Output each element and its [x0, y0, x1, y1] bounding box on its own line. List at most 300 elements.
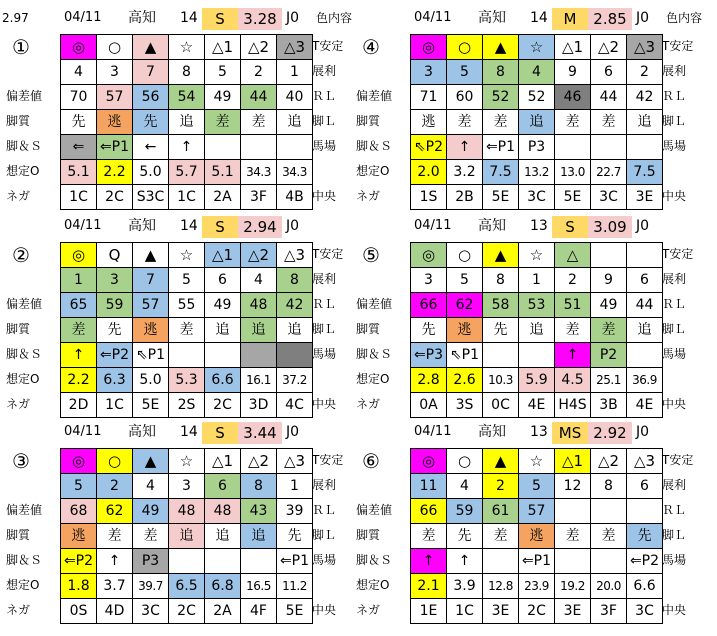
grid-row [61, 185, 313, 210]
grid-cell: △2 [241, 35, 277, 60]
row-label: 中央 [312, 397, 337, 411]
left-label: 脚質 [6, 528, 31, 542]
grid-cell: 5.7 [169, 160, 205, 185]
grid-cell: 差 [133, 524, 169, 549]
grid-cell: 5.0 [133, 368, 169, 393]
grid-cell: 3.2 [447, 160, 483, 185]
grid-cell: 差 [483, 110, 519, 135]
grid-cell: 差 [241, 110, 277, 135]
grid-cell: 2 [241, 60, 277, 85]
row-label: 馬場 [312, 553, 337, 567]
grid-cell: 差 [483, 524, 519, 549]
grid-cell: 44 [627, 293, 663, 318]
grid-cell: 4.5 [555, 368, 591, 393]
grid-cell: 6 [205, 268, 241, 293]
grid-cell: ○ [447, 35, 483, 60]
left-label: ネガ [6, 397, 31, 411]
left-label: 偏差値 [356, 89, 393, 103]
grid-cell: 5 [447, 60, 483, 85]
grid-cell: 48 [205, 499, 241, 524]
row-label: ＲＬ [662, 89, 687, 103]
grid-cell: 4 [519, 60, 555, 85]
row-label: T安定 [662, 247, 694, 261]
grid-cell: 20.0 [591, 574, 627, 599]
grid-row [411, 549, 663, 574]
left-label: 脚＆Ｓ [6, 139, 43, 153]
left-label: 偏差値 [6, 297, 43, 311]
grid-cell: 68 [61, 499, 97, 524]
grid-cell: ⇖P1 [447, 343, 483, 368]
grid-cell: 57 [97, 85, 133, 110]
row-label: 脚Ｌ [312, 114, 337, 128]
grid-cell: 差 [169, 318, 205, 343]
grid-cell [591, 549, 627, 574]
left-label: 脚＆Ｓ [356, 553, 393, 567]
grid-cell: 8 [591, 474, 627, 499]
grid-cell: 4 [61, 60, 97, 85]
grid-cell: 66 [411, 293, 447, 318]
grid-cell: ▲ [133, 449, 169, 474]
grid-cell: △3 [277, 449, 313, 474]
row-label: 脚Ｌ [662, 528, 687, 542]
grid-cell: 3F [591, 599, 627, 624]
row-label: 脚Ｌ [312, 528, 337, 542]
grid-row [61, 160, 313, 185]
grid-cell: 39.7 [133, 574, 169, 599]
grid-row [411, 474, 663, 499]
left-label: ネガ [6, 603, 31, 617]
grid-cell: ⇖P1 [133, 343, 169, 368]
panel-date: 04/11 [64, 424, 102, 439]
row-label: ＲＬ [662, 297, 687, 311]
grid-cell: △2 [591, 35, 627, 60]
grid-cell: 先 [61, 110, 97, 135]
grid-cell: 4 [447, 474, 483, 499]
panel-grade: S [202, 8, 238, 30]
panel-number: ⑥ [362, 449, 380, 473]
grid-row [61, 393, 313, 418]
grid-cell: 2B [447, 185, 483, 210]
grid-cell: 49 [205, 293, 241, 318]
grid-cell: △2 [591, 449, 627, 474]
grid-cell [591, 499, 627, 524]
row-label: 馬場 [662, 553, 687, 567]
grid-row [411, 393, 663, 418]
grid-cell: 5.1 [205, 160, 241, 185]
panel-grid [410, 448, 663, 624]
grid-cell: 62 [97, 499, 133, 524]
grid-cell: 2.2 [61, 368, 97, 393]
grid-cell: 6.6 [627, 574, 663, 599]
grid-cell [169, 549, 205, 574]
row-label: ＲＬ [312, 503, 337, 517]
grid-cell [241, 549, 277, 574]
grid-cell: 2D [61, 393, 97, 418]
grid-cell: ⇐P1 [519, 549, 555, 574]
grid-row [61, 499, 313, 524]
grid-cell: 差 [591, 524, 627, 549]
grid-row [411, 574, 663, 599]
grid-cell: 0S [61, 599, 97, 624]
grid-cell: 追 [277, 110, 313, 135]
grid-cell: 2.1 [411, 574, 447, 599]
grid-cell: 37.2 [277, 368, 313, 393]
left-label: 偏差値 [6, 503, 43, 517]
grid-cell: ▲ [133, 243, 169, 268]
grid-cell: ↑ [447, 135, 483, 160]
grid-cell: 先 [627, 524, 663, 549]
panel-count: 14 [530, 10, 548, 26]
panel-grade: S [202, 216, 238, 238]
panel-grade: S [552, 216, 588, 238]
grid-cell: 逃 [411, 110, 447, 135]
grid-cell: 1C [447, 599, 483, 624]
color-content-label: 色内容 [316, 11, 353, 25]
grid-cell: H4S [555, 393, 591, 418]
grid-cell: 6.6 [205, 368, 241, 393]
left-label: 脚＆Ｓ [356, 347, 393, 361]
grid-cell: 34.3 [277, 160, 313, 185]
grid-cell: 59 [97, 293, 133, 318]
panel-date: 04/11 [64, 10, 102, 25]
grid-cell: 1C [169, 185, 205, 210]
grid-cell: 逃 [447, 318, 483, 343]
grid-cell: △3 [627, 449, 663, 474]
grid-cell: 48 [169, 499, 205, 524]
grid-cell: ▲ [483, 35, 519, 60]
grid-cell: ○ [97, 35, 133, 60]
grid-cell: 3 [411, 60, 447, 85]
grid-row [411, 35, 663, 60]
grid-cell: ↑ [61, 343, 97, 368]
grid-cell: △3 [627, 35, 663, 60]
grid-row [411, 599, 663, 624]
grid-cell: 追 [205, 318, 241, 343]
grid-cell: 1E [411, 599, 447, 624]
grid-row [411, 343, 663, 368]
grid-cell: 4 [133, 474, 169, 499]
grid-cell: 3.9 [447, 574, 483, 599]
grid-cell: △1 [205, 243, 241, 268]
grid-row [411, 135, 663, 160]
grid-cell: 2C [205, 393, 241, 418]
grid-cell [555, 549, 591, 574]
grid-cell: 逃 [519, 524, 555, 549]
grid-cell: 5.3 [169, 368, 205, 393]
grid-cell: 44 [241, 85, 277, 110]
grid-cell: 44 [591, 85, 627, 110]
grid-cell: ☆ [519, 449, 555, 474]
grid-row [411, 160, 663, 185]
grid-cell: 13.0 [555, 160, 591, 185]
grid-cell: 59 [447, 499, 483, 524]
grid-row [61, 574, 313, 599]
grid-cell: 5E [133, 393, 169, 418]
row-label: 中央 [662, 189, 687, 203]
grid-cell: 48 [241, 293, 277, 318]
grid-cell: 58 [483, 293, 519, 318]
grid-cell: ◎ [61, 35, 97, 60]
left-label: ネガ [356, 397, 381, 411]
grid-cell: 4C [277, 393, 313, 418]
grid-cell [483, 549, 519, 574]
grid-row [61, 243, 313, 268]
row-label: ＲＬ [312, 297, 337, 311]
left-label: 脚質 [356, 114, 381, 128]
grid-cell: 65 [61, 293, 97, 318]
panel-venue: 高知 [128, 10, 156, 26]
grid-cell: P3 [133, 549, 169, 574]
grid-cell: 追 [627, 318, 663, 343]
grid-cell: 52 [519, 85, 555, 110]
grid-cell: ↑ [411, 549, 447, 574]
grid-cell: 5.9 [519, 368, 555, 393]
grid-cell: 57 [519, 499, 555, 524]
grid-row [411, 185, 663, 210]
grid-cell: 8 [277, 268, 313, 293]
panel-score: 3.44 [238, 422, 282, 444]
grid-cell: 先 [411, 318, 447, 343]
grid-cell: 4 [241, 268, 277, 293]
panel-count: 14 [180, 10, 198, 26]
grid-cell: 40 [277, 85, 313, 110]
grid-cell: 60 [447, 85, 483, 110]
grid-cell: 6 [591, 60, 627, 85]
grid-cell: △2 [241, 243, 277, 268]
grid-cell: 36.9 [627, 368, 663, 393]
grid-cell: 7 [133, 268, 169, 293]
grid-cell: Q [97, 243, 133, 268]
grid-cell: 5 [205, 60, 241, 85]
row-label: 展利 [662, 64, 687, 78]
grid-cell: 4D [97, 599, 133, 624]
grid-row [61, 135, 313, 160]
grid-cell: 差 [97, 524, 133, 549]
grid-cell: △ [555, 243, 591, 268]
grid-cell: 22.7 [591, 160, 627, 185]
grid-cell: ◎ [411, 243, 447, 268]
grid-cell: 4B [277, 185, 313, 210]
row-label: 展利 [312, 64, 337, 78]
grid-cell: 42 [277, 293, 313, 318]
left-label: 脚質 [356, 528, 381, 542]
grid-cell: 6.5 [169, 574, 205, 599]
panel-count: 14 [180, 424, 198, 440]
grid-cell: 追 [241, 318, 277, 343]
grid-cell: 53 [519, 293, 555, 318]
panel-date: 04/11 [414, 424, 452, 439]
grid-cell: ← [133, 135, 169, 160]
grid-cell: 2C [519, 599, 555, 624]
grid-cell: 差 [555, 110, 591, 135]
grid-cell: 25.1 [591, 368, 627, 393]
left-label: 脚＆Ｓ [6, 347, 43, 361]
grid-cell: 2S [169, 393, 205, 418]
panel-date: 04/11 [414, 10, 452, 25]
grid-cell: 3 [169, 474, 205, 499]
panel-score: 3.09 [588, 216, 632, 238]
grid-row [411, 110, 663, 135]
grid-cell: 差 [555, 318, 591, 343]
grid-cell: ⇖P2 [411, 135, 447, 160]
panel-grade: MS [552, 422, 588, 444]
grid-cell [277, 343, 313, 368]
grid-cell: 1 [519, 268, 555, 293]
grid-cell: 3C [133, 599, 169, 624]
grid-cell: 差 [591, 318, 627, 343]
grid-cell: 8 [169, 60, 205, 85]
panel-score: 2.94 [238, 216, 282, 238]
grid-cell [241, 135, 277, 160]
grid-cell: 5 [447, 268, 483, 293]
panel-venue: 高知 [478, 424, 506, 440]
grid-cell: 追 [627, 110, 663, 135]
grid-cell: 2A [205, 599, 241, 624]
grid-row [61, 318, 313, 343]
grid-cell: 追 [205, 524, 241, 549]
grid-cell [205, 343, 241, 368]
grid-cell: ☆ [169, 449, 205, 474]
grid-cell: ⇐P1 [483, 135, 519, 160]
panel-grade: S [202, 422, 238, 444]
grid-cell: 3E [483, 599, 519, 624]
row-label: ＲＬ [662, 503, 687, 517]
grid-cell: 2 [555, 268, 591, 293]
grid-cell: 2 [627, 60, 663, 85]
left-label: 想定O [356, 578, 390, 592]
panel-venue: 高知 [128, 424, 156, 440]
grid-cell: 3D [241, 393, 277, 418]
grid-cell: 2C [169, 599, 205, 624]
grid-cell: 10.3 [483, 368, 519, 393]
row-label: T安定 [312, 247, 344, 261]
grid-cell: ☆ [519, 243, 555, 268]
grid-row [61, 343, 313, 368]
grid-cell [519, 343, 555, 368]
panel-code: J0 [286, 10, 300, 26]
grid-cell [169, 343, 205, 368]
panel-venue: 高知 [478, 10, 506, 26]
grid-cell: ▲ [483, 243, 519, 268]
left-label: 脚質 [6, 114, 31, 128]
grid-cell: 3F [241, 185, 277, 210]
panel-grade: M [552, 8, 588, 30]
grid-cell: 5 [61, 474, 97, 499]
grid-cell: 3 [97, 268, 133, 293]
grid-cell: △3 [277, 243, 313, 268]
grid-cell: 51 [555, 293, 591, 318]
grid-cell [205, 549, 241, 574]
grid-cell: 16.5 [241, 574, 277, 599]
grid-cell [277, 135, 313, 160]
grid-cell: 66 [411, 499, 447, 524]
grid-cell: ⇐P2 [97, 343, 133, 368]
grid-cell: ◎ [411, 449, 447, 474]
left-label: 想定O [6, 164, 40, 178]
grid-cell: △1 [555, 449, 591, 474]
grid-cell: 3E [627, 185, 663, 210]
panel-code: J0 [636, 424, 650, 440]
grid-cell: 5 [169, 268, 205, 293]
grid-cell: ⇐P3 [411, 343, 447, 368]
grid-cell [483, 343, 519, 368]
grid-cell: 先 [447, 524, 483, 549]
grid-cell: 12 [555, 474, 591, 499]
row-label: T安定 [312, 39, 344, 53]
grid-cell: ⇐P1 [97, 135, 133, 160]
grid-cell: ↑ [97, 549, 133, 574]
grid-cell: 4E [627, 393, 663, 418]
grid-cell [205, 135, 241, 160]
grid-row [61, 35, 313, 60]
panel-code: J0 [286, 424, 300, 440]
panel-count: 13 [530, 424, 548, 440]
grid-cell: 13.2 [519, 160, 555, 185]
grid-cell: P2 [591, 343, 627, 368]
grid-cell: ⇐ [61, 135, 97, 160]
grid-cell: 54 [169, 85, 205, 110]
grid-cell: 1 [277, 60, 313, 85]
grid-cell: 62 [447, 293, 483, 318]
grid-cell: 46 [555, 85, 591, 110]
panel-date: 04/11 [414, 218, 452, 233]
grid-cell: 3 [411, 268, 447, 293]
grid-cell: 追 [169, 110, 205, 135]
row-label: 中央 [312, 189, 337, 203]
left-label: ネガ [356, 189, 381, 203]
grid-cell: 8 [241, 474, 277, 499]
grid-row [411, 85, 663, 110]
grid-cell: ↑ [555, 343, 591, 368]
grid-cell [627, 499, 663, 524]
grid-cell: 5.1 [61, 160, 97, 185]
grid-row [61, 60, 313, 85]
grid-cell: 11.2 [277, 574, 313, 599]
panel-venue: 高知 [128, 218, 156, 234]
panel-score: 3.28 [238, 8, 282, 30]
grid-cell: 57 [133, 293, 169, 318]
grid-cell: ◎ [61, 449, 97, 474]
panel-number: ⑤ [362, 243, 380, 267]
left-label: 脚質 [6, 322, 31, 336]
grid-cell: 71 [411, 85, 447, 110]
row-label: 展利 [312, 272, 337, 286]
grid-row [61, 474, 313, 499]
grid-cell: 1S [411, 185, 447, 210]
grid-cell [555, 499, 591, 524]
grid-cell: 9 [591, 268, 627, 293]
grid-cell: 追 [241, 524, 277, 549]
grid-cell: 1 [277, 474, 313, 499]
grid-cell: 逃 [61, 524, 97, 549]
panel-score: 2.85 [588, 8, 632, 30]
row-label: T安定 [312, 453, 344, 467]
grid-row [61, 599, 313, 624]
grid-cell: 先 [483, 318, 519, 343]
left-label: ネガ [6, 189, 31, 203]
grid-cell: 49 [205, 85, 241, 110]
grid-row [411, 60, 663, 85]
panel-grid [410, 34, 663, 210]
grid-cell: 3C [627, 599, 663, 624]
grid-row [61, 85, 313, 110]
grid-cell: 2.8 [411, 368, 447, 393]
grid-cell [241, 343, 277, 368]
grid-cell: △1 [205, 35, 241, 60]
grid-cell: 1 [61, 268, 97, 293]
grid-cell: 0A [411, 393, 447, 418]
grid-cell: 先 [133, 110, 169, 135]
